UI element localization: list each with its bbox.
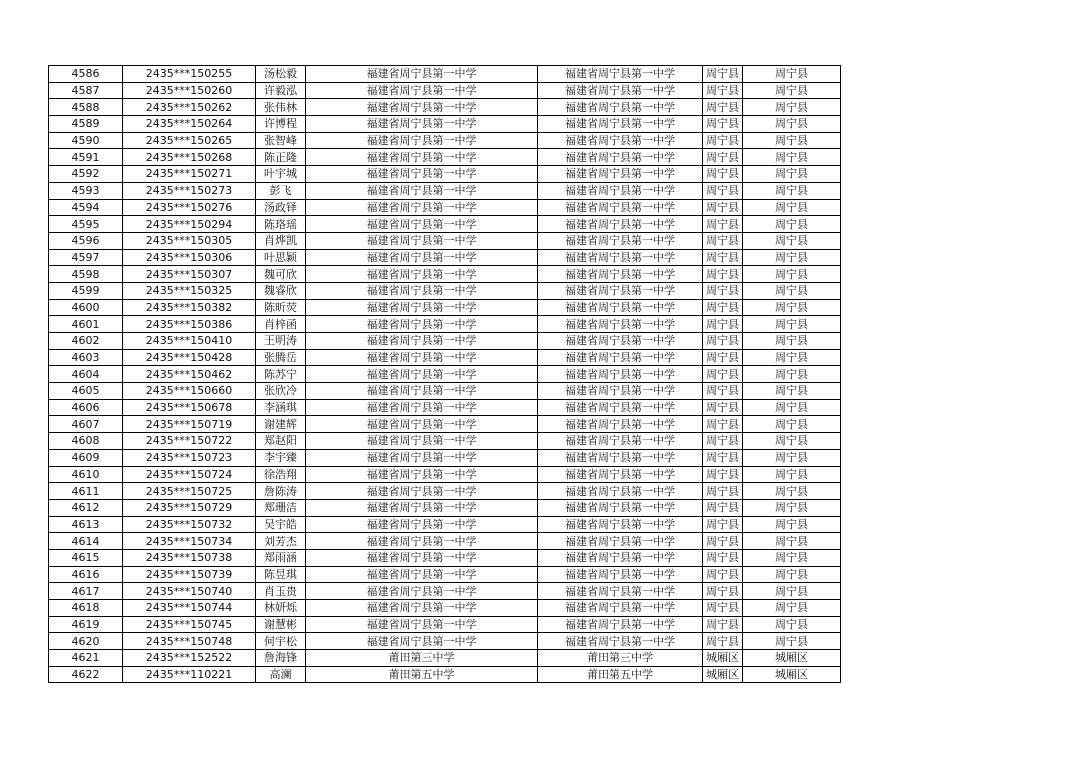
table-row	[49, 82, 841, 99]
id-number-cell: 2435***150729	[123, 499, 256, 516]
county-cell: 周宁县	[703, 282, 743, 299]
seq-cell: 4605	[49, 383, 123, 400]
enrolled-school-cell: 福建省周宁县第一中学	[538, 449, 703, 466]
seq-cell: 4588	[49, 99, 123, 116]
enrolled-school-cell: 福建省周宁县第一中学	[538, 99, 703, 116]
table-row	[49, 366, 841, 383]
seq-cell: 4596	[49, 232, 123, 249]
enrolled-school-cell: 福建省周宁县第一中学	[538, 600, 703, 617]
county-cell: 周宁县	[703, 449, 743, 466]
county-cell: 周宁县	[703, 366, 743, 383]
seq-cell: 4609	[49, 449, 123, 466]
enrolled-school-cell: 福建省周宁县第一中学	[538, 232, 703, 249]
student-name-cell: 肖玉贵	[256, 583, 306, 600]
school-cell: 福建省周宁县第一中学	[306, 433, 538, 450]
student-name-cell: 张腾岳	[256, 349, 306, 366]
seq-cell: 4610	[49, 466, 123, 483]
enrolled-school-cell: 莆田第三中学	[538, 650, 703, 667]
table-row	[49, 449, 841, 466]
id-number-cell: 2435***150273	[123, 182, 256, 199]
county-cell: 周宁县	[703, 399, 743, 416]
table-row	[49, 616, 841, 633]
seq-cell: 4603	[49, 349, 123, 366]
seq-cell: 4598	[49, 266, 123, 283]
region-cell: 周宁县	[743, 566, 841, 583]
table-row	[49, 383, 841, 400]
county-cell: 周宁县	[703, 616, 743, 633]
county-cell: 周宁县	[703, 149, 743, 166]
student-name-cell: 陈苏宁	[256, 366, 306, 383]
county-cell: 周宁县	[703, 600, 743, 617]
seq-cell: 4587	[49, 82, 123, 99]
id-number-cell: 2435***150724	[123, 466, 256, 483]
school-cell: 福建省周宁县第一中学	[306, 116, 538, 133]
enrolled-school-cell: 福建省周宁县第一中学	[538, 616, 703, 633]
id-number-cell: 2435***150294	[123, 216, 256, 233]
region-cell: 周宁县	[743, 116, 841, 133]
id-number-cell: 2435***150271	[123, 166, 256, 183]
region-cell: 周宁县	[743, 366, 841, 383]
region-cell: 周宁县	[743, 383, 841, 400]
enrolled-school-cell: 福建省周宁县第一中学	[538, 249, 703, 266]
enrolled-school-cell: 福建省周宁县第一中学	[538, 82, 703, 99]
school-cell: 莆田第五中学	[306, 666, 538, 683]
student-name-cell: 汤松毅	[256, 66, 306, 83]
region-cell: 周宁县	[743, 249, 841, 266]
seq-cell: 4617	[49, 583, 123, 600]
enrolled-school-cell: 福建省周宁县第一中学	[538, 66, 703, 83]
table-row	[49, 333, 841, 350]
seq-cell: 4586	[49, 66, 123, 83]
county-cell: 周宁县	[703, 299, 743, 316]
id-number-cell: 2435***150734	[123, 533, 256, 550]
id-number-cell: 2435***150660	[123, 383, 256, 400]
county-cell: 周宁县	[703, 499, 743, 516]
seq-cell: 4604	[49, 366, 123, 383]
county-cell: 周宁县	[703, 99, 743, 116]
region-cell: 周宁县	[743, 483, 841, 500]
table-row	[49, 549, 841, 566]
region-cell: 周宁县	[743, 299, 841, 316]
school-cell: 福建省周宁县第一中学	[306, 483, 538, 500]
id-number-cell: 2435***150410	[123, 333, 256, 350]
region-cell: 周宁县	[743, 232, 841, 249]
county-cell: 周宁县	[703, 549, 743, 566]
county-cell: 周宁县	[703, 166, 743, 183]
student-name-cell: 吴宇皓	[256, 516, 306, 533]
region-cell: 周宁县	[743, 616, 841, 633]
school-cell: 福建省周宁县第一中学	[306, 566, 538, 583]
student-name-cell: 高澜	[256, 666, 306, 683]
seq-cell: 4612	[49, 499, 123, 516]
enrolled-school-cell: 福建省周宁县第一中学	[538, 549, 703, 566]
table-row	[49, 232, 841, 249]
region-cell: 周宁县	[743, 149, 841, 166]
seq-cell: 4621	[49, 650, 123, 667]
school-cell: 福建省周宁县第一中学	[306, 633, 538, 650]
county-cell: 城厢区	[703, 666, 743, 683]
region-cell: 周宁县	[743, 516, 841, 533]
seq-cell: 4595	[49, 216, 123, 233]
seq-cell: 4606	[49, 399, 123, 416]
county-cell: 周宁县	[703, 116, 743, 133]
table-row	[49, 282, 841, 299]
table-row	[49, 516, 841, 533]
table-row	[49, 149, 841, 166]
school-cell: 福建省周宁县第一中学	[306, 449, 538, 466]
table-row	[49, 182, 841, 199]
county-cell: 周宁县	[703, 633, 743, 650]
table-row	[49, 633, 841, 650]
county-cell: 周宁县	[703, 182, 743, 199]
school-cell: 福建省周宁县第一中学	[306, 416, 538, 433]
student-name-cell: 叶宇城	[256, 166, 306, 183]
table-row	[49, 600, 841, 617]
student-name-cell: 谢建辉	[256, 416, 306, 433]
school-cell: 福建省周宁县第一中学	[306, 249, 538, 266]
enrolled-school-cell: 福建省周宁县第一中学	[538, 516, 703, 533]
student-name-cell: 肖烨凯	[256, 232, 306, 249]
id-number-cell: 2435***150276	[123, 199, 256, 216]
enrolled-school-cell: 福建省周宁县第一中学	[538, 466, 703, 483]
county-cell: 周宁县	[703, 266, 743, 283]
seq-cell: 4597	[49, 249, 123, 266]
region-cell: 周宁县	[743, 449, 841, 466]
region-cell: 周宁县	[743, 499, 841, 516]
school-cell: 福建省周宁县第一中学	[306, 149, 538, 166]
student-name-cell: 许博程	[256, 116, 306, 133]
region-cell: 周宁县	[743, 182, 841, 199]
roster-table	[48, 65, 841, 683]
school-cell: 福建省周宁县第一中学	[306, 99, 538, 116]
table-row	[49, 399, 841, 416]
county-cell: 周宁县	[703, 232, 743, 249]
school-cell: 福建省周宁县第一中学	[306, 399, 538, 416]
region-cell: 周宁县	[743, 66, 841, 83]
student-name-cell: 陈昕荧	[256, 299, 306, 316]
enrolled-school-cell: 福建省周宁县第一中学	[538, 366, 703, 383]
enrolled-school-cell: 福建省周宁县第一中学	[538, 216, 703, 233]
id-number-cell: 2435***150306	[123, 249, 256, 266]
school-cell: 福建省周宁县第一中学	[306, 349, 538, 366]
table-row	[49, 466, 841, 483]
county-cell: 周宁县	[703, 533, 743, 550]
student-name-cell: 汤政铎	[256, 199, 306, 216]
id-number-cell: 2435***150307	[123, 266, 256, 283]
enrolled-school-cell: 福建省周宁县第一中学	[538, 399, 703, 416]
student-name-cell: 陈昱琪	[256, 566, 306, 583]
student-name-cell: 郑雨涵	[256, 549, 306, 566]
enrolled-school-cell: 福建省周宁县第一中学	[538, 433, 703, 450]
id-number-cell: 2435***150462	[123, 366, 256, 383]
county-cell: 周宁县	[703, 333, 743, 350]
seq-cell: 4591	[49, 149, 123, 166]
region-cell: 周宁县	[743, 416, 841, 433]
enrolled-school-cell: 福建省周宁县第一中学	[538, 166, 703, 183]
id-number-cell: 2435***150744	[123, 600, 256, 617]
school-cell: 福建省周宁县第一中学	[306, 583, 538, 600]
school-cell: 福建省周宁县第一中学	[306, 383, 538, 400]
county-cell: 周宁县	[703, 132, 743, 149]
enrolled-school-cell: 莆田第五中学	[538, 666, 703, 683]
county-cell: 周宁县	[703, 416, 743, 433]
seq-cell: 4608	[49, 433, 123, 450]
id-number-cell: 2435***110221	[123, 666, 256, 683]
enrolled-school-cell: 福建省周宁县第一中学	[538, 149, 703, 166]
student-name-cell: 林妍烁	[256, 600, 306, 617]
student-name-cell: 肖梓函	[256, 316, 306, 333]
county-cell: 周宁县	[703, 82, 743, 99]
id-number-cell: 2435***150748	[123, 633, 256, 650]
roster-table-body	[49, 66, 841, 683]
school-cell: 福建省周宁县第一中学	[306, 199, 538, 216]
table-row	[49, 66, 841, 83]
enrolled-school-cell: 福建省周宁县第一中学	[538, 266, 703, 283]
region-cell: 周宁县	[743, 216, 841, 233]
county-cell: 周宁县	[703, 383, 743, 400]
student-name-cell: 王明涛	[256, 333, 306, 350]
student-name-cell: 詹海锋	[256, 650, 306, 667]
id-number-cell: 2435***150722	[123, 433, 256, 450]
region-cell: 周宁县	[743, 132, 841, 149]
school-cell: 福建省周宁县第一中学	[306, 282, 538, 299]
seq-cell: 4590	[49, 132, 123, 149]
seq-cell: 4600	[49, 299, 123, 316]
enrolled-school-cell: 福建省周宁县第一中学	[538, 533, 703, 550]
table-row	[49, 533, 841, 550]
student-name-cell: 刘芳杰	[256, 533, 306, 550]
id-number-cell: 2435***150265	[123, 132, 256, 149]
county-cell: 周宁县	[703, 249, 743, 266]
id-number-cell: 2435***150740	[123, 583, 256, 600]
region-cell: 周宁县	[743, 82, 841, 99]
id-number-cell: 2435***150262	[123, 99, 256, 116]
student-name-cell: 魏可欣	[256, 266, 306, 283]
school-cell: 福建省周宁县第一中学	[306, 600, 538, 617]
student-name-cell: 詹陈涛	[256, 483, 306, 500]
student-name-cell: 何宇松	[256, 633, 306, 650]
school-cell: 福建省周宁县第一中学	[306, 66, 538, 83]
table-row	[49, 349, 841, 366]
student-name-cell: 魏睿欣	[256, 282, 306, 299]
id-number-cell: 2435***150739	[123, 566, 256, 583]
table-row	[49, 216, 841, 233]
student-name-cell: 谢慧彬	[256, 616, 306, 633]
student-name-cell: 叶思颖	[256, 249, 306, 266]
table-row	[49, 483, 841, 500]
enrolled-school-cell: 福建省周宁县第一中学	[538, 132, 703, 149]
county-cell: 周宁县	[703, 216, 743, 233]
seq-cell: 4619	[49, 616, 123, 633]
student-name-cell: 郑赵阳	[256, 433, 306, 450]
enrolled-school-cell: 福建省周宁县第一中学	[538, 383, 703, 400]
table-row	[49, 116, 841, 133]
enrolled-school-cell: 福建省周宁县第一中学	[538, 333, 703, 350]
seq-cell: 4589	[49, 116, 123, 133]
enrolled-school-cell: 福建省周宁县第一中学	[538, 566, 703, 583]
enrolled-school-cell: 福建省周宁县第一中学	[538, 583, 703, 600]
county-cell: 周宁县	[703, 466, 743, 483]
region-cell: 周宁县	[743, 466, 841, 483]
seq-cell: 4613	[49, 516, 123, 533]
school-cell: 福建省周宁县第一中学	[306, 182, 538, 199]
enrolled-school-cell: 福建省周宁县第一中学	[538, 499, 703, 516]
student-name-cell: 李宇臻	[256, 449, 306, 466]
seq-cell: 4599	[49, 282, 123, 299]
school-cell: 莆田第三中学	[306, 650, 538, 667]
region-cell: 周宁县	[743, 433, 841, 450]
school-cell: 福建省周宁县第一中学	[306, 82, 538, 99]
id-number-cell: 2435***150732	[123, 516, 256, 533]
region-cell: 周宁县	[743, 316, 841, 333]
table-row	[49, 132, 841, 149]
id-number-cell: 2435***150725	[123, 483, 256, 500]
region-cell: 周宁县	[743, 333, 841, 350]
enrolled-school-cell: 福建省周宁县第一中学	[538, 416, 703, 433]
id-number-cell: 2435***150255	[123, 66, 256, 83]
county-cell: 城厢区	[703, 650, 743, 667]
region-cell: 周宁县	[743, 533, 841, 550]
id-number-cell: 2435***152522	[123, 650, 256, 667]
region-cell: 周宁县	[743, 349, 841, 366]
id-number-cell: 2435***150305	[123, 232, 256, 249]
student-name-cell: 彭飞	[256, 182, 306, 199]
seq-cell: 4602	[49, 333, 123, 350]
region-cell: 周宁县	[743, 99, 841, 116]
table-row	[49, 99, 841, 116]
county-cell: 周宁县	[703, 316, 743, 333]
seq-cell: 4607	[49, 416, 123, 433]
school-cell: 福建省周宁县第一中学	[306, 132, 538, 149]
id-number-cell: 2435***150738	[123, 549, 256, 566]
enrolled-school-cell: 福建省周宁县第一中学	[538, 282, 703, 299]
school-cell: 福建省周宁县第一中学	[306, 466, 538, 483]
table-row	[49, 650, 841, 667]
region-cell: 周宁县	[743, 166, 841, 183]
school-cell: 福建省周宁县第一中学	[306, 266, 538, 283]
table-row	[49, 566, 841, 583]
seq-cell: 4611	[49, 483, 123, 500]
seq-cell: 4601	[49, 316, 123, 333]
table-row	[49, 249, 841, 266]
county-cell: 周宁县	[703, 199, 743, 216]
seq-cell: 4593	[49, 182, 123, 199]
id-number-cell: 2435***150260	[123, 82, 256, 99]
enrolled-school-cell: 福建省周宁县第一中学	[538, 182, 703, 199]
id-number-cell: 2435***150678	[123, 399, 256, 416]
table-row	[49, 266, 841, 283]
table-row	[49, 433, 841, 450]
region-cell: 周宁县	[743, 549, 841, 566]
school-cell: 福建省周宁县第一中学	[306, 366, 538, 383]
county-cell: 周宁县	[703, 483, 743, 500]
table-row	[49, 583, 841, 600]
seq-cell: 4594	[49, 199, 123, 216]
id-number-cell: 2435***150428	[123, 349, 256, 366]
enrolled-school-cell: 福建省周宁县第一中学	[538, 116, 703, 133]
id-number-cell: 2435***150264	[123, 116, 256, 133]
student-name-cell: 陈珞瑶	[256, 216, 306, 233]
region-cell: 周宁县	[743, 266, 841, 283]
county-cell: 周宁县	[703, 583, 743, 600]
enrolled-school-cell: 福建省周宁县第一中学	[538, 633, 703, 650]
school-cell: 福建省周宁县第一中学	[306, 533, 538, 550]
region-cell: 周宁县	[743, 583, 841, 600]
county-cell: 周宁县	[703, 516, 743, 533]
student-name-cell: 张智峰	[256, 132, 306, 149]
school-cell: 福建省周宁县第一中学	[306, 166, 538, 183]
table-row	[49, 416, 841, 433]
region-cell: 城厢区	[743, 650, 841, 667]
seq-cell: 4592	[49, 166, 123, 183]
student-name-cell: 许毅泓	[256, 82, 306, 99]
seq-cell: 4620	[49, 633, 123, 650]
student-name-cell: 陈正隆	[256, 149, 306, 166]
id-number-cell: 2435***150719	[123, 416, 256, 433]
id-number-cell: 2435***150325	[123, 282, 256, 299]
student-name-cell: 徐浩翔	[256, 466, 306, 483]
school-cell: 福建省周宁县第一中学	[306, 499, 538, 516]
student-name-cell: 张伟林	[256, 99, 306, 116]
id-number-cell: 2435***150382	[123, 299, 256, 316]
school-cell: 福建省周宁县第一中学	[306, 216, 538, 233]
table-row	[49, 666, 841, 683]
enrolled-school-cell: 福建省周宁县第一中学	[538, 483, 703, 500]
id-number-cell: 2435***150386	[123, 316, 256, 333]
table-row	[49, 299, 841, 316]
table-row	[49, 316, 841, 333]
region-cell: 周宁县	[743, 199, 841, 216]
region-cell: 周宁县	[743, 633, 841, 650]
region-cell: 周宁县	[743, 600, 841, 617]
school-cell: 福建省周宁县第一中学	[306, 516, 538, 533]
school-cell: 福建省周宁县第一中学	[306, 316, 538, 333]
table-row	[49, 499, 841, 516]
school-cell: 福建省周宁县第一中学	[306, 333, 538, 350]
table-row	[49, 166, 841, 183]
seq-cell: 4622	[49, 666, 123, 683]
id-number-cell: 2435***150268	[123, 149, 256, 166]
school-cell: 福建省周宁县第一中学	[306, 232, 538, 249]
county-cell: 周宁县	[703, 66, 743, 83]
enrolled-school-cell: 福建省周宁县第一中学	[538, 299, 703, 316]
county-cell: 周宁县	[703, 433, 743, 450]
student-name-cell: 张欣冷	[256, 383, 306, 400]
seq-cell: 4618	[49, 600, 123, 617]
seq-cell: 4616	[49, 566, 123, 583]
enrolled-school-cell: 福建省周宁县第一中学	[538, 316, 703, 333]
region-cell: 城厢区	[743, 666, 841, 683]
school-cell: 福建省周宁县第一中学	[306, 616, 538, 633]
student-name-cell: 李涵琪	[256, 399, 306, 416]
enrolled-school-cell: 福建省周宁县第一中学	[538, 199, 703, 216]
id-number-cell: 2435***150723	[123, 449, 256, 466]
table-row	[49, 199, 841, 216]
school-cell: 福建省周宁县第一中学	[306, 299, 538, 316]
seq-cell: 4615	[49, 549, 123, 566]
region-cell: 周宁县	[743, 282, 841, 299]
county-cell: 周宁县	[703, 349, 743, 366]
seq-cell: 4614	[49, 533, 123, 550]
student-name-cell: 郑珊洁	[256, 499, 306, 516]
school-cell: 福建省周宁县第一中学	[306, 549, 538, 566]
enrolled-school-cell: 福建省周宁县第一中学	[538, 349, 703, 366]
region-cell: 周宁县	[743, 399, 841, 416]
county-cell: 周宁县	[703, 566, 743, 583]
id-number-cell: 2435***150745	[123, 616, 256, 633]
